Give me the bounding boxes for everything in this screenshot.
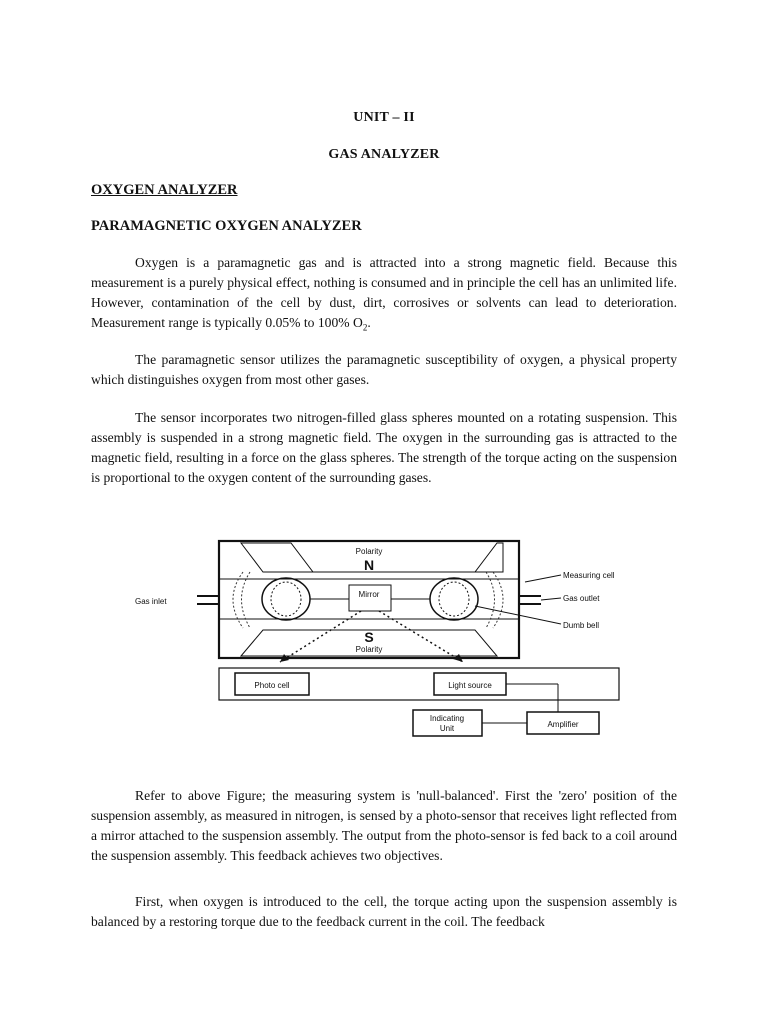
- paragraph-4: Refer to above Figure; the measuring system is 'null-balanced'. First the 'zero' position of the suspension assembly, as measured in nitrogen, is sensed by a photo-sensor that receives light reflected from a mirror attached to the suspension assembly. The output from the photo-sensor is fed back to a coil around the suspension assembly. This feedback achieves two objectives.: [91, 788, 677, 863]
- measuring-cell-label: Measuring cell: [563, 571, 615, 580]
- field-line: [486, 572, 495, 628]
- photo-cell-label: Photo cell: [254, 681, 290, 690]
- paragraph-3: The sensor incorporates two nitrogen-filled glass spheres mounted on a rotating suspension. This assembly is suspended in a strong magnetic field. The oxygen in the surrounding gas is attracted to the magnetic field, resulting in a force on the glass spheres. The strength of the torque acting on the suspension is proportional to the oxygen content of the surrounding gases.: [91, 410, 677, 485]
- mirror-label: Mirror: [358, 590, 380, 599]
- gas-analyzer-heading: GAS ANALYZER: [328, 147, 440, 162]
- indicating-unit-label-2: Unit: [439, 724, 455, 733]
- dumbbell-sphere-left: [262, 578, 310, 620]
- field-line: [242, 572, 251, 628]
- dumbbell-sphere-right-inner: [439, 582, 469, 616]
- polarity-top-label: Polarity: [355, 547, 383, 556]
- polarity-bottom-label: Polarity: [355, 645, 383, 654]
- paramagnetic-heading: PARAMAGNETIC OXYGEN ANALYZER: [91, 218, 362, 234]
- gas-outlet-label: Gas outlet: [563, 594, 600, 603]
- unit-heading: UNIT – II: [353, 110, 415, 125]
- subscript-2: 2: [362, 322, 368, 333]
- amplifier-label: Amplifier: [547, 720, 579, 729]
- light-source-label: Light source: [448, 681, 492, 690]
- paragraph-1: [91, 253, 677, 333]
- paramagnetic-analyzer-figure: [123, 522, 636, 752]
- paragraph-5: First, when oxygen is introduced to the cell, the torque acting upon the suspension assembly is balanced by a restoring torque due to the feedback current in the coil. The feedback: [91, 894, 677, 929]
- gas-inlet-label: Gas inlet: [135, 597, 167, 606]
- south-pole-label: S: [364, 629, 374, 645]
- dumb-bell-label: Dumb bell: [563, 621, 600, 630]
- dumbbell-sphere-right: [430, 578, 478, 620]
- paragraph-1-text: Oxygen is a paramagnetic gas and is attracted into a strong magnetic field. Because this measurement is a purely physical effect, nothing is consumed and in principle the cell has an unlimited life. However, contamination of the cell by dust, dirt, corrosives or solvents can lead to deterioration. Measurement range is typically 0.05% to 100% O: [91, 255, 677, 330]
- gas-outlet-leader: [541, 598, 561, 600]
- indicating-unit-label-1: Indicating: [429, 714, 465, 723]
- paragraph-1-end: .: [367, 315, 371, 330]
- analyzer-diagram: [123, 522, 636, 752]
- measuring-cell-leader: [525, 575, 561, 582]
- oxygen-analyzer-heading: OXYGEN ANALYZER: [91, 182, 238, 198]
- north-pole-label: N: [363, 557, 375, 573]
- paragraph-2: The paramagnetic sensor utilizes the paramagnetic susceptibility of oxygen, a physical property which distinguishes oxygen from most other gases.: [91, 352, 677, 387]
- dumbbell-sphere-left-inner: [271, 582, 301, 616]
